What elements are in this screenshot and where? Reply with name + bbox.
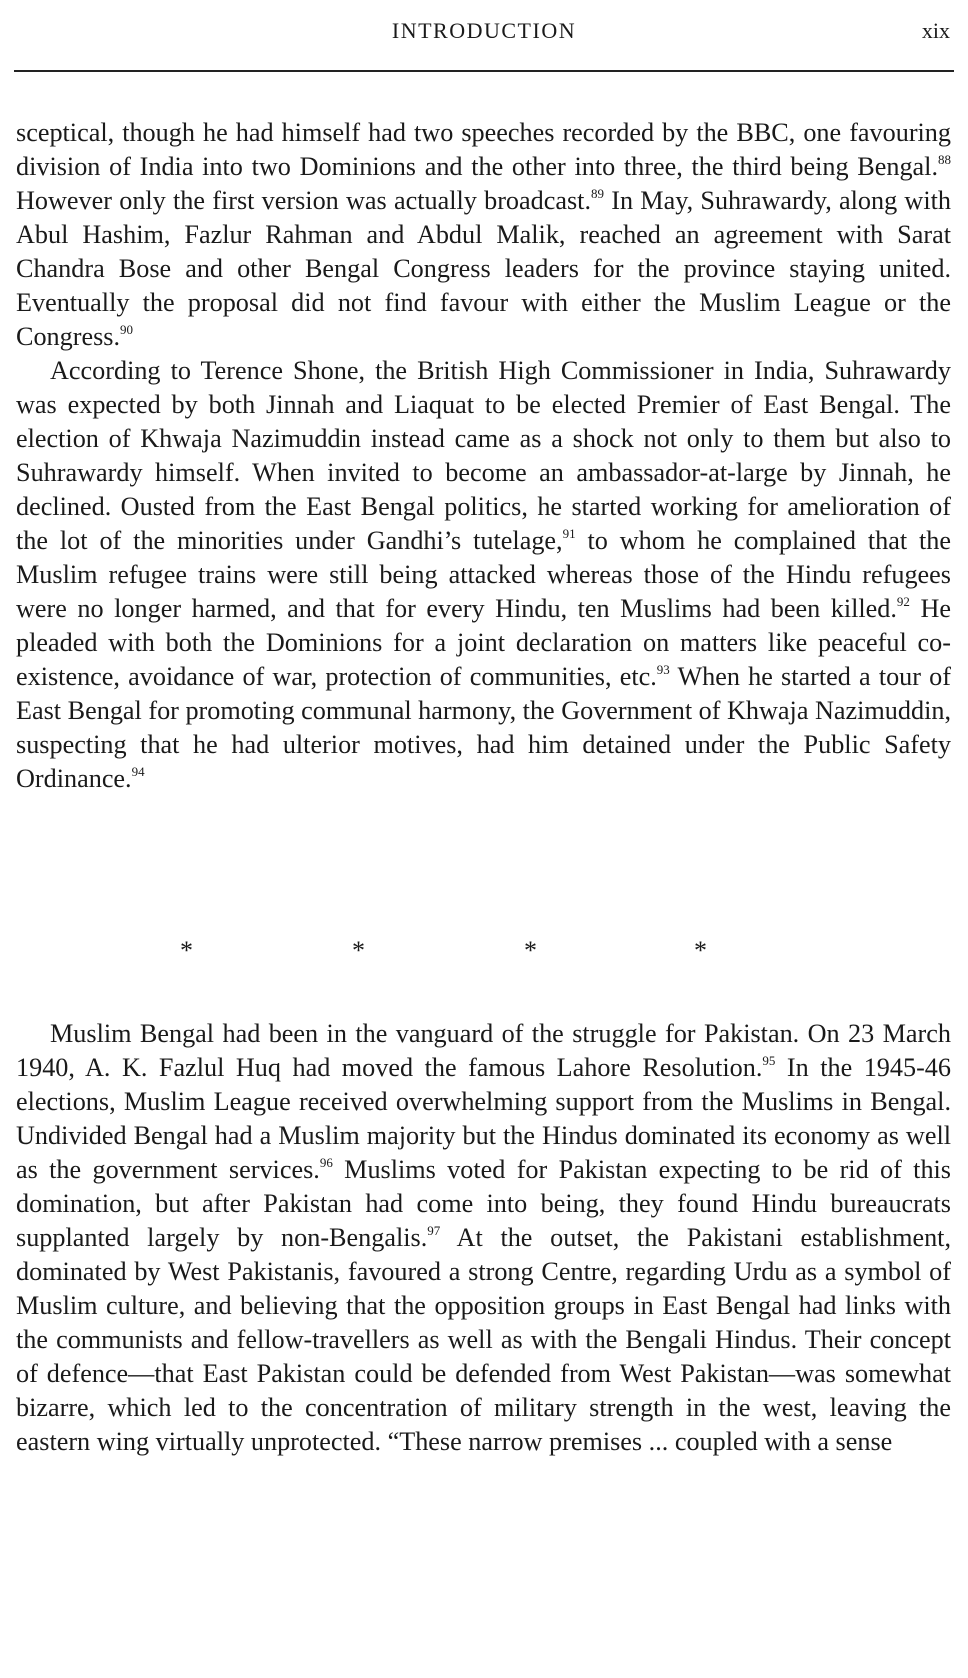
footnote-ref-94: 94: [131, 764, 145, 779]
paragraph-1-text-3: In May, Suhrawardy, along with Abul Hashim, Fazlur Rahman and Abdul Malik, reached an agreement with Sarat Chandra Bose and other Bengal Congress leaders for the province staying united. Eventually the proposal did not find favour with either the Muslim League or the Congress.: [16, 186, 951, 351]
running-head: [14, 18, 954, 48]
paragraph-1-text-1: sceptical, though he had himself had two speeches recorded by the BBC, one favouring division of India into two Dominions and the other into three, the third being Bengal.: [16, 118, 951, 181]
body-text-section-2: [16, 1017, 951, 1459]
footnote-ref-91: 91: [562, 526, 576, 541]
footnote-ref-88: 88: [938, 152, 951, 167]
footnote-ref-89: 89: [591, 186, 604, 201]
section-break-asterisk: *: [180, 936, 193, 965]
section-break-asterisk: *: [352, 936, 365, 965]
header-rule: [14, 70, 954, 72]
paragraph-2-text-1: According to Terence Shone, the British High Commissioner in India, Suhrawardy was expected by both Jinnah and Liaquat to be elected Premier of East Bengal. The election of Khwaja Nazimuddin instead came as a shock not only to them but also to Suhrawardy himself. When invited to become an ambassador-at-large by Jinnah, he declined. Ousted from the East Bengal politics, he started working for amelioration of the lot of the minorities under Gandhi’s tutelage,: [16, 356, 951, 555]
running-title: INTRODUCTION: [391, 18, 577, 43]
footnote-ref-93: 93: [656, 662, 670, 677]
section-break-asterisk: *: [524, 936, 537, 965]
paragraph-2: [16, 354, 951, 796]
page-number: xix: [921, 18, 950, 43]
section-break-asterisk: *: [694, 936, 707, 965]
footnote-ref-92: 92: [896, 594, 910, 609]
body-text-section-1: [16, 116, 951, 796]
paragraph-1: [16, 116, 951, 354]
paragraph-3-text-3: Muslims voted for Pakistan expecting to be rid of this domination, but after Pakistan had come into being, they found Hindu bureaucrats supplanted largely by non-Bengalis.: [16, 1155, 951, 1252]
footnote-ref-95: 95: [762, 1053, 776, 1068]
footnote-ref-90: 90: [120, 322, 134, 337]
footnote-ref-97: 97: [427, 1223, 441, 1238]
paragraph-3-text-2: In the 1945-46 elections, Muslim League received overwhelming support from the Muslims in Bengal. Undivided Bengal had a Muslim majority but the Hindus dominated its economy as well as the government services.: [16, 1053, 951, 1184]
paragraph-2-text-2: to whom he complained that the Muslim refugee trains were still being attacked whereas those of the Hindu refugees were no longer harmed, and that for every Hindu, ten Muslims had been killed.: [16, 526, 951, 623]
section-break: [14, 936, 954, 966]
paragraph-2-text-4: When he started a tour of East Bengal for promoting communal harmony, the Government of Khwaja Nazimuddin, suspecting that he had ulterior motives, had him detained under the Public Safety Ordinance.: [16, 662, 952, 793]
paragraph-2-text-3: He pleaded with both the Dominions for a joint declaration on matters like peaceful co-existence, avoidance of war, protection of communities, etc.: [16, 594, 951, 691]
paragraph-3-text-1: Muslim Bengal had been in the vanguard of the struggle for Pakistan. On 23 March 1940, A. K. Fazlul Huq had moved the famous Lahore Resolution.: [16, 1019, 951, 1082]
paragraph-1-text-2: However only the first version was actually broadcast.: [16, 186, 591, 215]
paragraph-3: [16, 1017, 951, 1459]
paragraph-3-text-4: At the outset, the Pakistani establishment, dominated by West Pakistanis, favoured a strong Centre, regarding Urdu as a symbol of Muslim culture, and believing that the opposition groups in East Bengal had links with the communists and fellow-travellers as well as with the Bengali Hindus. Their concept of defence—that East Pakistan could be defended from West Pakistan—was somewhat bizarre, which led to the concentration of military strength in the west, leaving the eastern wing virtually unprotected. “These narrow premises ... coupled with a sense: [16, 1223, 951, 1456]
footnote-ref-96: 96: [319, 1155, 333, 1170]
